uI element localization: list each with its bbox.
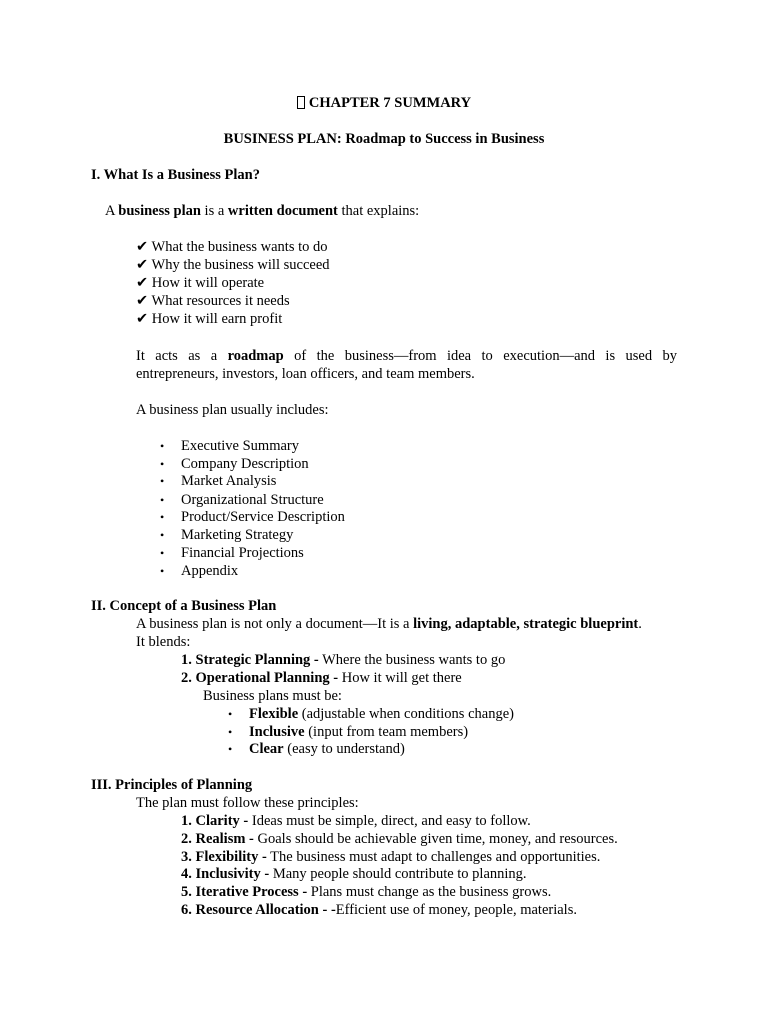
bullet-icon: •: [160, 457, 165, 471]
check-item: ✔ How it will operate: [136, 275, 265, 291]
principle-item: 1. Clarity - Ideas must be simple, direct, and easy to follow.: [181, 813, 531, 829]
bullet-icon: •: [228, 707, 233, 721]
includes-intro: A business plan usually includes:: [136, 402, 329, 418]
list-item: • Company Description: [160, 456, 309, 472]
trait-item: • Flexible (adjustable when conditions change): [228, 706, 514, 722]
list-item: • Marketing Strategy: [160, 527, 294, 543]
list-item: • Organizational Structure: [160, 492, 324, 508]
bullet-icon: •: [160, 439, 165, 453]
bullet-icon: •: [160, 564, 165, 578]
bullet-icon: •: [160, 510, 165, 524]
must-be-label: Business plans must be:: [203, 688, 342, 704]
trait-item: • Clear (easy to understand): [228, 741, 405, 757]
bullet-icon: •: [228, 725, 233, 739]
section-2-heading: II. Concept of a Business Plan: [91, 598, 277, 614]
roadmap-paragraph-line-2: entrepreneurs, investors, loan officers, and team members.: [136, 366, 475, 382]
roadmap-paragraph-line-1: It acts as a roadmap of the business—from idea to execution—and is used by: [136, 348, 677, 364]
principle-item: 3. Flexibility - The business must adapt to challenges and opportunities.: [181, 849, 601, 865]
list-item: • Appendix: [160, 563, 239, 579]
section-1-intro: A business plan is a written document that explains:: [105, 203, 420, 219]
numbered-item: 2. Operational Planning - How it will get there: [181, 670, 462, 686]
numbered-item: 1. Strategic Planning - Where the business wants to go: [181, 652, 506, 668]
list-item: • Product/Service Description: [160, 509, 345, 525]
missing-glyph-icon: [297, 96, 305, 109]
principle-item: 6. Resource Allocation - -Efficient use of money, people, materials.: [181, 902, 577, 918]
bullet-icon: •: [228, 742, 233, 756]
blends-label: It blends:: [136, 634, 191, 650]
section-3-heading: III. Principles of Planning: [91, 777, 253, 793]
bullet-icon: •: [160, 546, 165, 560]
trait-item: • Inclusive (input from team members): [228, 724, 469, 740]
check-item: ✔ What resources it needs: [136, 293, 290, 309]
list-item: • Financial Projections: [160, 545, 304, 561]
list-item: • Executive Summary: [160, 438, 299, 454]
principle-item: 2. Realism - Goals should be achievable given time, money, and resources.: [181, 831, 618, 847]
concept-line: A business plan is not only a document—It is a living, adaptable, strategic blueprint.: [136, 616, 642, 632]
check-item: ✔ How it will earn profit: [136, 311, 283, 327]
check-item: ✔ What the business wants to do: [136, 239, 328, 255]
bullet-icon: •: [160, 474, 165, 488]
check-item: ✔ Why the business will succeed: [136, 257, 330, 273]
chapter-title: CHAPTER 7 SUMMARY: [0, 94, 768, 112]
bullet-icon: •: [160, 493, 165, 507]
principle-item: 4. Inclusivity - Many people should contribute to planning.: [181, 866, 527, 882]
principle-item: 5. Iterative Process - Plans must change as the business grows.: [181, 884, 552, 900]
bullet-icon: •: [160, 528, 165, 542]
list-item: • Market Analysis: [160, 473, 277, 489]
document-subtitle: BUSINESS PLAN: Roadmap to Success in Business: [223, 131, 545, 147]
section-1-heading: I. What Is a Business Plan?: [91, 167, 260, 183]
principles-intro: The plan must follow these principles:: [136, 795, 359, 811]
